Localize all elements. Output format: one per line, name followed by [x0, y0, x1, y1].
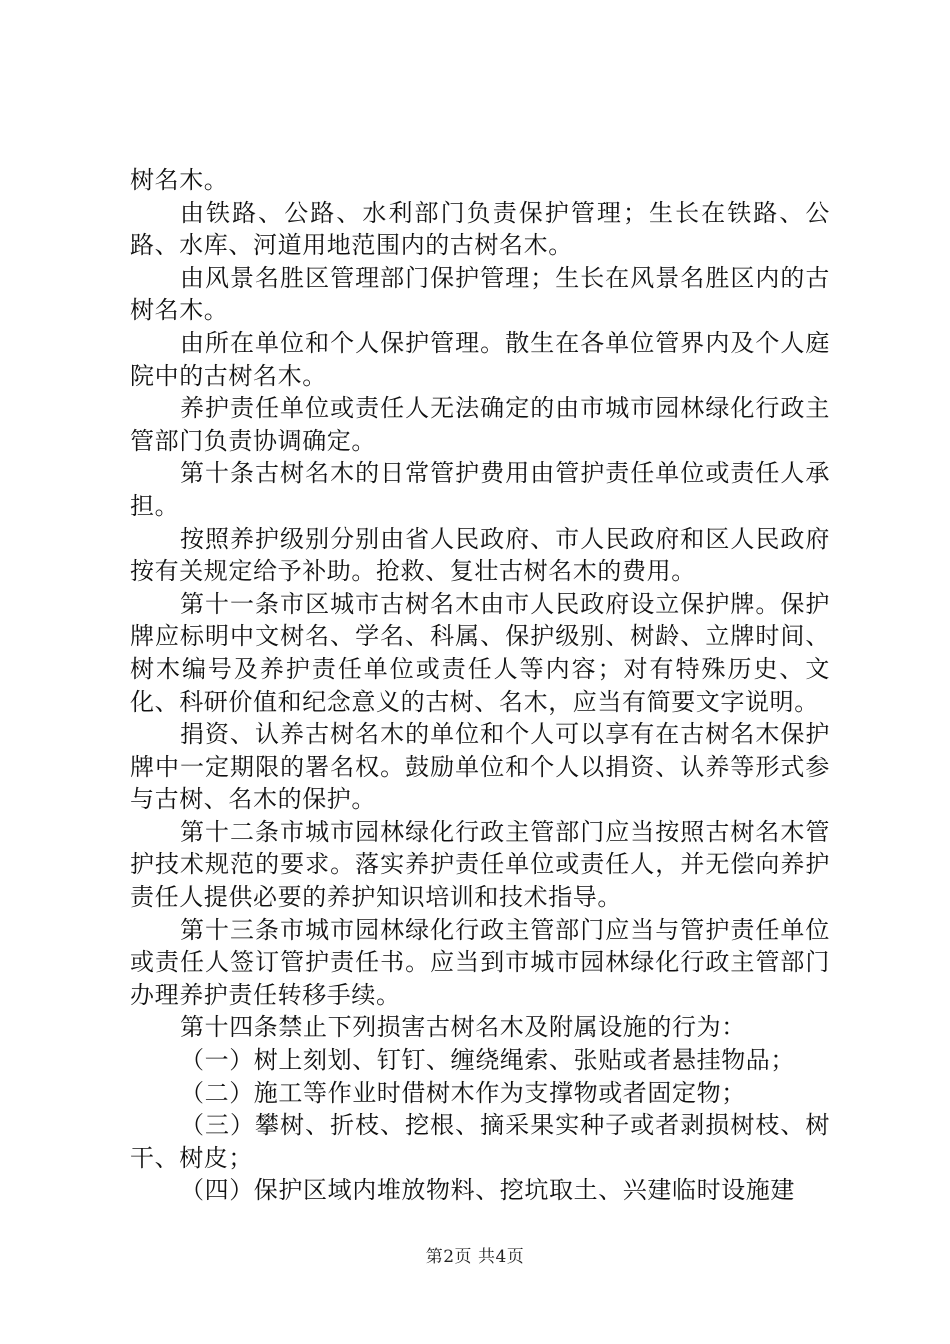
paragraph-4: 由所在单位和个人保护管理。散生在各单位管界内及个人庭院中的古树名木。 [130, 328, 830, 390]
paragraph-5: 养护责任单位或责任人无法确定的由市城市园林绿化行政主管部门负责协调确定。 [130, 394, 830, 455]
paragraph-10: 第十二条市城市园林绿化行政主管部门应当按照古树名木管护技术规范的要求。落实养护责任单位或责任人，并无偿向养护责任人提供必要的养护知识培训和技术指导。 [130, 817, 830, 912]
paragraph-9: 捐资、认养古树名木的单位和个人可以享有在古树名木保护牌中一定期限的署名权。鼓励单位和个人以捐资、认养等形式参与古树、名木的保护。 [130, 720, 830, 814]
list-item-1: （一）树上刻划、钉钉、缠绕绳索、张贴或者悬挂物品； [180, 1046, 795, 1075]
paragraph-2: 由铁路、公路、水利部门负责保护管理；生长在铁路、公路、水库、河道用地范围内的古树名木。 [130, 198, 830, 260]
list-item-3: （三）攀树、折枝、挖根、摘采果实种子或者剥损树枝、树干、树皮； [130, 1111, 830, 1172]
paragraph-12: 第十四条禁止下列损害古树名木及附属设施的行为： [180, 1013, 746, 1042]
paragraph-11: 第十三条市城市园林绿化行政主管部门应当与管护责任单位或责任人签订管护责任书。应当到市城市园林绿化行政主管部门办理养护责任转移手续。 [130, 915, 830, 1009]
document-body [130, 164, 830, 1207]
paragraph-7: 按照养护级别分别由省人民政府、市人民政府和区人民政府按有关规定给予补助。抢救、复壮古树名木的费用。 [130, 524, 830, 586]
paragraph-3: 由风景名胜区管理部门保护管理；生长在风景名胜区内的古树名木。 [130, 263, 830, 325]
list-item-4: （四）保护区域内堆放物料、挖坑取土、兴建临时设施建 [180, 1176, 795, 1205]
list-item-2: （二）施工等作业时借树木作为支撑物或者固定物； [180, 1078, 746, 1107]
paragraph-1: 树名木。 [130, 166, 229, 194]
paragraph-6: 第十条古树名木的日常管护费用由管护责任单位或责任人承担。 [130, 459, 830, 520]
page-footer [0, 1242, 950, 1267]
paragraph-8: 第十一条市区城市古树名木由市人民政府设立保护牌。保护牌应标明中文树名、学名、科属、保护级别、树龄、立牌时间、树木编号及养护责任单位或责任人等内容；对有特殊历史、文化、科研价值和纪念意义的古树、名木，应当有简要文字说明。 [130, 589, 830, 716]
page-number-label: 第2页 共4页 [425, 1247, 525, 1267]
